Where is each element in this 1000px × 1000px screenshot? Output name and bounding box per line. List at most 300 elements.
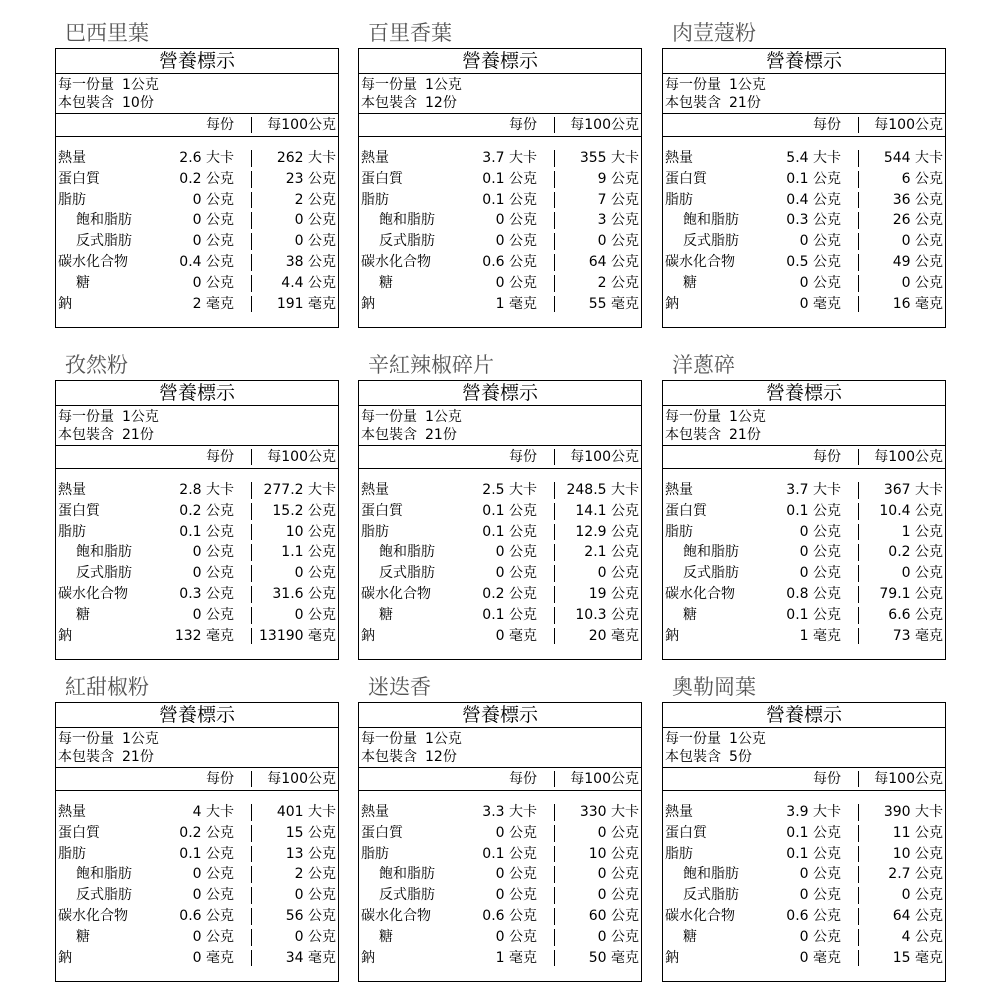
nutrient-row — [56, 542, 338, 563]
nutrition-panel — [358, 674, 642, 982]
per-serving-value: 0.1 公克 — [786, 170, 841, 187]
nutrient-row — [663, 885, 945, 906]
per-100g-value: 0 公克 — [294, 928, 336, 945]
per-serving-value: 0 毫克 — [799, 949, 841, 966]
column-divider — [858, 607, 859, 624]
per-serving-value: 4 大卡 — [192, 804, 234, 820]
per-serving-value: 0 公克 — [799, 565, 841, 582]
nutrient-label: 蛋白質 — [665, 824, 707, 841]
per-100g-value: 15 公克 — [285, 824, 336, 841]
nutrient-label: 反式脂肪 — [683, 887, 739, 904]
servings-per-package-label: 本包裝含 — [58, 95, 114, 111]
nutrient-label: 脂肪 — [361, 523, 389, 540]
column-divider — [858, 254, 859, 271]
per-serving-value: 0.1 公克 — [482, 845, 537, 862]
servings-per-package-line — [361, 748, 639, 766]
per-serving-value: 0 公克 — [192, 544, 234, 561]
nutrient-row — [359, 542, 641, 563]
nutrient-row — [663, 210, 945, 231]
nutrient-row — [359, 190, 641, 211]
column-header — [359, 114, 641, 137]
nutrient-label: 飽和脂肪 — [76, 544, 132, 561]
column-header — [56, 446, 338, 469]
per-100g-value: 2.7 公克 — [888, 866, 943, 883]
nutrient-row — [56, 231, 338, 252]
per-100g-value: 0 公克 — [294, 565, 336, 582]
nutrient-label: 碳水化合物 — [665, 907, 735, 924]
per-serving-value: 0.1 公克 — [482, 606, 537, 623]
per-100g-value: 0.2 公克 — [888, 544, 943, 561]
per-100g-value: 0 公克 — [597, 565, 639, 582]
nutrient-row — [56, 501, 338, 522]
nutrient-row — [359, 273, 641, 294]
nutrient-row — [56, 802, 338, 823]
nutrient-table — [56, 137, 338, 314]
nutrient-table — [663, 137, 945, 314]
nutrient-label: 飽和脂肪 — [76, 212, 132, 229]
column-divider — [858, 150, 859, 167]
nutrient-row — [663, 906, 945, 927]
servings-per-package-label: 本包裝含 — [361, 749, 417, 765]
per-100g-value: 2 公克 — [294, 866, 336, 883]
serving-size-value: 1公克 — [729, 77, 766, 93]
nutrient-label: 飽和脂肪 — [76, 866, 132, 883]
per-serving-value: 0.6 公克 — [482, 253, 537, 270]
per-100g-value: 15.2 公克 — [272, 502, 336, 519]
per-serving-value: 0 公克 — [495, 274, 537, 291]
nutrient-label: 鈉 — [361, 949, 375, 966]
nutrition-title: 營養標示 — [663, 381, 945, 406]
nutrient-table — [56, 791, 338, 968]
nutrient-row — [359, 563, 641, 584]
nutrient-row — [359, 906, 641, 927]
nutrient-label: 脂肪 — [58, 523, 86, 540]
column-divider — [554, 212, 555, 229]
nutrition-panel — [662, 20, 946, 328]
serving-size-line — [665, 76, 943, 94]
nutrient-label: 脂肪 — [58, 191, 86, 208]
nutrient-row — [56, 480, 338, 501]
nutrient-row — [663, 802, 945, 823]
column-divider — [251, 628, 252, 645]
per-serving-value: 0.1 公克 — [482, 191, 537, 208]
column-divider — [251, 503, 252, 520]
per-100g-value: 0 公克 — [901, 887, 943, 904]
nutrient-row — [359, 231, 641, 252]
nutrient-label: 碳水化合物 — [361, 585, 431, 602]
nutrient-label: 蛋白質 — [58, 170, 100, 187]
per-100g-value: 0 公克 — [597, 928, 639, 945]
nutrient-row — [663, 190, 945, 211]
column-divider — [554, 565, 555, 582]
column-divider — [858, 929, 859, 946]
per-serving-value: 3.9 大卡 — [786, 804, 841, 820]
nutrition-title: 營養標示 — [359, 49, 641, 74]
per-serving-value: 3.7 大卡 — [482, 150, 537, 166]
per-100g-header: 每100公克 — [570, 449, 639, 465]
column-divider — [554, 628, 555, 645]
nutrient-label: 糖 — [379, 274, 393, 291]
nutrient-row — [56, 273, 338, 294]
servings-per-package-line — [58, 426, 336, 444]
serving-size-value: 1公克 — [425, 731, 462, 747]
nutrient-row — [359, 823, 641, 844]
nutrient-label: 反式脂肪 — [379, 565, 435, 582]
column-header — [663, 114, 945, 137]
servings-per-package-line — [665, 94, 943, 112]
per-100g-value: 6.6 公克 — [888, 606, 943, 623]
per-100g-value: 0 公克 — [294, 887, 336, 904]
nutrient-label: 糖 — [379, 928, 393, 945]
per-serving-header: 每份 — [509, 449, 537, 465]
per-100g-value: 64 公克 — [892, 907, 943, 924]
per-100g-value: 0 公克 — [597, 233, 639, 250]
nutrient-row — [56, 948, 338, 969]
nutrient-row — [359, 948, 641, 969]
column-header — [56, 114, 338, 137]
nutrient-table — [359, 791, 641, 968]
per-serving-value: 2.5 大卡 — [482, 482, 537, 498]
serving-info — [663, 728, 945, 768]
per-serving-value: 0 公克 — [799, 523, 841, 540]
per-serving-value: 1 毫克 — [495, 295, 537, 312]
per-100g-value: 19 公克 — [588, 585, 639, 602]
per-100g-value: 36 公克 — [892, 191, 943, 208]
nutrient-label: 鈉 — [665, 295, 679, 312]
column-divider — [858, 950, 859, 967]
column-divider — [251, 825, 252, 842]
nutrient-label: 脂肪 — [665, 523, 693, 540]
nutrient-label: 飽和脂肪 — [683, 544, 739, 561]
per-serving-value: 0.2 公克 — [179, 170, 234, 187]
nutrient-label: 脂肪 — [665, 845, 693, 862]
nutrition-facts-box — [358, 380, 642, 660]
nutrient-label: 鈉 — [361, 627, 375, 644]
per-100g-header: 每100公克 — [267, 771, 336, 787]
per-100g-value: 0 公克 — [597, 866, 639, 883]
column-divider — [251, 771, 252, 787]
per-serving-value: 0 公克 — [799, 544, 841, 561]
per-serving-value: 0 公克 — [799, 233, 841, 250]
per-100g-value: 64 公克 — [588, 253, 639, 270]
column-divider — [554, 449, 555, 465]
column-divider — [858, 449, 859, 465]
nutrient-row — [56, 584, 338, 605]
serving-info — [359, 728, 641, 768]
nutrient-row — [359, 522, 641, 543]
nutrient-label: 鈉 — [58, 627, 72, 644]
nutrient-row — [56, 864, 338, 885]
nutrient-label: 反式脂肪 — [379, 887, 435, 904]
per-serving-value: 0.3 公克 — [786, 212, 841, 229]
per-100g-value: 56 公克 — [285, 907, 336, 924]
nutrient-label: 熱量 — [665, 150, 693, 166]
per-100g-value: 55 毫克 — [588, 295, 639, 312]
servings-per-package-line — [58, 748, 336, 766]
nutrient-row — [359, 626, 641, 647]
nutrient-row — [663, 294, 945, 315]
column-divider — [858, 275, 859, 292]
per-serving-value: 0.1 公克 — [482, 170, 537, 187]
nutrient-row — [663, 501, 945, 522]
per-100g-value: 330 大卡 — [579, 804, 639, 820]
column-header — [56, 768, 338, 791]
per-serving-header: 每份 — [206, 771, 234, 787]
column-divider — [251, 950, 252, 967]
per-serving-value: 0 公克 — [192, 212, 234, 229]
per-100g-value: 0 公克 — [294, 606, 336, 623]
per-serving-value: 0 公克 — [495, 887, 537, 904]
per-100g-value: 0 公克 — [901, 565, 943, 582]
per-serving-value: 0 毫克 — [495, 627, 537, 644]
per-100g-header: 每100公克 — [874, 117, 943, 133]
per-serving-value: 1 毫克 — [799, 627, 841, 644]
per-100g-value: 73 毫克 — [892, 627, 943, 644]
per-serving-value: 0 公克 — [192, 887, 234, 904]
servings-per-package-line — [361, 94, 639, 112]
per-serving-value: 0.1 公克 — [179, 523, 234, 540]
per-serving-value: 0 公克 — [495, 212, 537, 229]
nutrient-label: 脂肪 — [361, 845, 389, 862]
column-divider — [554, 296, 555, 313]
column-divider — [858, 771, 859, 787]
servings-per-package-label: 本包裝含 — [58, 427, 114, 443]
nutrition-title: 營養標示 — [56, 703, 338, 728]
nutrient-row — [663, 927, 945, 948]
serving-size-line — [58, 730, 336, 748]
column-divider — [251, 846, 252, 863]
nutrition-facts-box — [662, 702, 946, 982]
per-100g-value: 390 大卡 — [883, 804, 943, 820]
per-100g-value: 2.1 公克 — [584, 544, 639, 561]
per-serving-value: 2.6 大卡 — [179, 150, 234, 166]
per-100g-value: 10.4 公克 — [879, 502, 943, 519]
per-100g-value: 2 公克 — [597, 274, 639, 291]
per-100g-value: 0 公克 — [294, 212, 336, 229]
per-serving-value: 0 公克 — [192, 233, 234, 250]
servings-per-package-value: 12份 — [425, 749, 457, 765]
nutrition-facts-box — [662, 48, 946, 328]
nutrient-label: 蛋白質 — [361, 170, 403, 187]
serving-size-label: 每一份量 — [361, 77, 417, 93]
column-divider — [251, 544, 252, 561]
nutrient-row — [56, 823, 338, 844]
per-serving-value: 0.6 公克 — [179, 907, 234, 924]
nutrient-row — [663, 605, 945, 626]
serving-size-label: 每一份量 — [665, 77, 721, 93]
serving-info — [56, 728, 338, 768]
nutrient-label: 飽和脂肪 — [379, 866, 435, 883]
nutrition-title: 營養標示 — [663, 703, 945, 728]
nutrient-label: 蛋白質 — [361, 824, 403, 841]
nutrient-row — [56, 252, 338, 273]
per-serving-value: 0 公克 — [192, 606, 234, 623]
per-100g-header: 每100公克 — [570, 771, 639, 787]
column-divider — [251, 254, 252, 271]
nutrition-facts-box — [662, 380, 946, 660]
per-100g-value: 34 毫克 — [285, 949, 336, 966]
column-divider — [251, 171, 252, 188]
servings-per-package-label: 本包裝含 — [665, 749, 721, 765]
per-100g-header: 每100公克 — [570, 117, 639, 133]
per-100g-value: 79.1 公克 — [879, 585, 943, 602]
column-divider — [858, 825, 859, 842]
column-divider — [251, 192, 252, 209]
nutrient-label: 糖 — [683, 606, 697, 623]
serving-size-value: 1公克 — [425, 77, 462, 93]
per-100g-value: 2 公克 — [294, 191, 336, 208]
nutrition-panel — [55, 674, 339, 982]
nutrient-label: 蛋白質 — [58, 502, 100, 519]
nutrient-row — [663, 584, 945, 605]
column-divider — [554, 150, 555, 167]
nutrient-row — [56, 844, 338, 865]
servings-per-package-label: 本包裝含 — [665, 427, 721, 443]
serving-size-label: 每一份量 — [361, 409, 417, 425]
nutrient-label: 飽和脂肪 — [683, 212, 739, 229]
column-divider — [251, 908, 252, 925]
serving-size-line — [361, 730, 639, 748]
nutrient-row — [359, 927, 641, 948]
nutrition-panel — [662, 674, 946, 982]
nutrient-row — [663, 626, 945, 647]
per-serving-value: 1 毫克 — [495, 949, 537, 966]
serving-size-line — [361, 408, 639, 426]
serving-info — [56, 74, 338, 114]
per-100g-value: 0 公克 — [901, 233, 943, 250]
per-serving-value: 0.3 公克 — [179, 585, 234, 602]
nutrient-row — [56, 906, 338, 927]
column-divider — [554, 866, 555, 883]
column-divider — [554, 171, 555, 188]
column-header — [663, 446, 945, 469]
per-100g-value: 12.9 公克 — [575, 523, 639, 540]
nutrient-row — [56, 190, 338, 211]
nutrient-row — [663, 480, 945, 501]
servings-per-package-label: 本包裝含 — [361, 427, 417, 443]
per-serving-value: 0 毫克 — [799, 295, 841, 312]
per-serving-value: 2 毫克 — [192, 295, 234, 312]
per-100g-value: 262 大卡 — [276, 150, 336, 166]
serving-size-line — [58, 408, 336, 426]
servings-per-package-line — [361, 426, 639, 444]
per-100g-value: 401 大卡 — [276, 804, 336, 820]
nutrient-label: 反式脂肪 — [76, 233, 132, 250]
nutrition-panel — [358, 20, 642, 328]
per-100g-value: 11 公克 — [892, 824, 943, 841]
nutrient-row — [359, 844, 641, 865]
per-100g-value: 26 公克 — [892, 212, 943, 229]
column-divider — [858, 117, 859, 133]
column-divider — [554, 233, 555, 250]
nutrient-row — [663, 542, 945, 563]
column-divider — [554, 482, 555, 499]
per-100g-value: 13 公克 — [285, 845, 336, 862]
column-divider — [554, 503, 555, 520]
nutrient-label: 熱量 — [361, 150, 389, 166]
column-divider — [858, 296, 859, 313]
nutrition-facts-box — [55, 380, 339, 660]
per-100g-value: 10.3 公克 — [575, 606, 639, 623]
nutrient-row — [359, 169, 641, 190]
nutrition-panel — [55, 352, 339, 660]
column-divider — [554, 771, 555, 787]
serving-size-value: 1公克 — [729, 409, 766, 425]
per-serving-value: 0.6 公克 — [786, 907, 841, 924]
nutrient-row — [663, 563, 945, 584]
serving-size-value: 1公克 — [729, 731, 766, 747]
per-serving-value: 0 公克 — [799, 274, 841, 291]
column-divider — [858, 565, 859, 582]
nutrient-row — [56, 605, 338, 626]
nutrient-label: 反式脂肪 — [76, 887, 132, 904]
per-100g-value: 60 公克 — [588, 907, 639, 924]
servings-per-package-value: 21份 — [729, 95, 761, 111]
nutrient-row — [359, 802, 641, 823]
nutrient-row — [663, 169, 945, 190]
per-100g-value: 31.6 公克 — [272, 585, 336, 602]
nutrient-label: 反式脂肪 — [76, 565, 132, 582]
per-100g-value: 16 毫克 — [892, 295, 943, 312]
per-serving-value: 0 公克 — [192, 866, 234, 883]
nutrient-label: 碳水化合物 — [58, 253, 128, 270]
nutrient-row — [56, 522, 338, 543]
column-divider — [858, 866, 859, 883]
nutrient-label: 熱量 — [665, 482, 693, 498]
product-name: 百里香葉 — [368, 21, 452, 45]
column-divider — [251, 449, 252, 465]
per-serving-value: 0 公克 — [799, 866, 841, 883]
nutrient-row — [56, 927, 338, 948]
nutrition-facts-box — [55, 48, 339, 328]
serving-size-value: 1公克 — [425, 409, 462, 425]
column-divider — [858, 544, 859, 561]
per-100g-value: 367 大卡 — [883, 482, 943, 498]
product-name: 洋蔥碎 — [672, 353, 735, 377]
servings-per-package-line — [58, 94, 336, 112]
per-serving-value: 0 公克 — [799, 887, 841, 904]
nutrient-table — [359, 137, 641, 314]
servings-per-package-label: 本包裝含 — [665, 95, 721, 111]
column-divider — [251, 482, 252, 499]
nutrient-label: 脂肪 — [58, 845, 86, 862]
serving-size-value: 1公克 — [122, 409, 159, 425]
per-serving-value: 0 公克 — [495, 824, 537, 841]
nutrient-row — [663, 844, 945, 865]
per-100g-value: 50 毫克 — [588, 949, 639, 966]
nutrient-table — [663, 791, 945, 968]
nutrient-row — [663, 231, 945, 252]
column-divider — [858, 586, 859, 603]
nutrient-label: 反式脂肪 — [683, 233, 739, 250]
nutrient-label: 熱量 — [58, 150, 86, 166]
nutrient-label: 鈉 — [665, 627, 679, 644]
serving-info — [663, 406, 945, 446]
per-100g-value: 6 公克 — [901, 170, 943, 187]
column-divider — [554, 908, 555, 925]
column-divider — [554, 192, 555, 209]
per-serving-value: 0 公克 — [495, 928, 537, 945]
nutrient-row — [359, 148, 641, 169]
column-divider — [554, 524, 555, 541]
servings-per-package-value: 10份 — [122, 95, 154, 111]
column-divider — [858, 846, 859, 863]
nutrient-label: 碳水化合物 — [58, 585, 128, 602]
serving-info — [359, 74, 641, 114]
serving-size-label: 每一份量 — [361, 731, 417, 747]
nutrition-panel — [662, 352, 946, 660]
nutrient-row — [663, 864, 945, 885]
